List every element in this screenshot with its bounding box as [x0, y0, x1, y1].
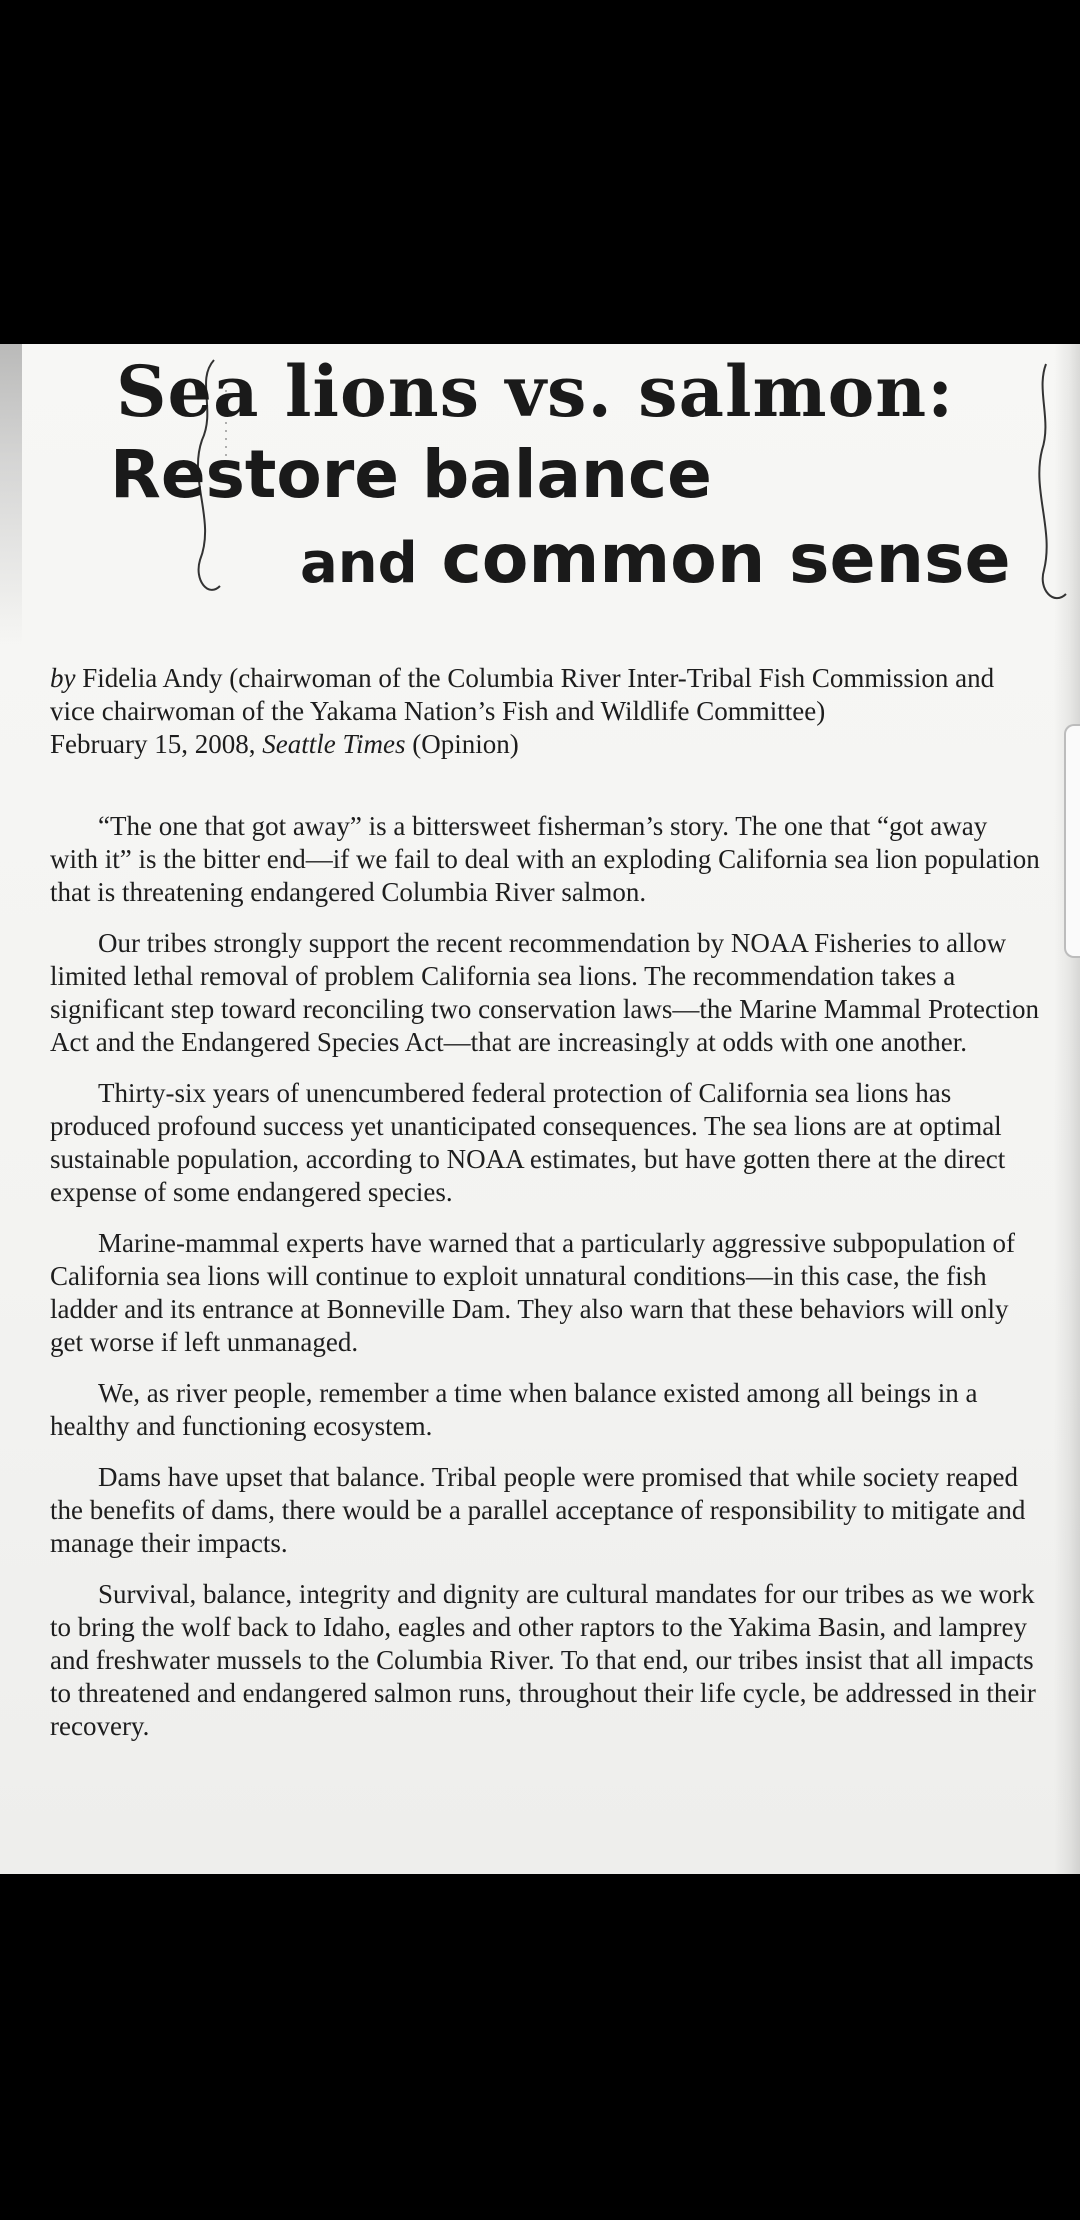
- paragraph: We, as river people, remember a time when balance existed among all beings in a healthy and functioning ecosystem.: [50, 1378, 978, 1441]
- byline-section: (Opinion): [412, 729, 519, 759]
- headline-line-2: Restore balance: [110, 436, 712, 513]
- headline-line-3: [300, 520, 1011, 599]
- headline-line-1: Sea lions vs. salmon:: [116, 350, 955, 433]
- page-binding-shadow: [0, 344, 22, 644]
- document-page: [0, 344, 1080, 1874]
- paragraph: Survival, balance, integrity and dignity are cultural mandates for our tribes as we work to bring the wolf back to Idaho, eagles and other raptors to the Yakima Basin, and lamprey and freshwater mussels to the Columbia River. To that end, our tribes insist that all impacts to threatened and endangered salmon runs, throughout their life cycle, be addressed in their recovery.: [50, 1579, 1036, 1741]
- paragraph: Thirty-six years of unencumbered federal protection of California sea lions has produced profound success yet unanticipated consequences. The sea lions are at optimal sustainable population, according to NOAA estimates, but have gotten there at the direct expense of some endangered species.: [50, 1078, 1006, 1207]
- byline-date: February 15, 2008,: [50, 729, 256, 759]
- byline-date-line: [50, 728, 1030, 761]
- paragraph: Dams have upset that balance. Tribal people were promised that while society reaped the benefits of dams, there would be a parallel acceptance of responsibility to mitigate and manage their impacts.: [50, 1462, 1026, 1558]
- byline-author-line: [50, 662, 1030, 728]
- byline-author: Fidelia Andy (chairwoman of the Columbia River Inter-Tribal Fish Commission and vice chairwoman of the Yakama Nation’s Fish and Wildlife Committee): [50, 663, 995, 726]
- byline: [50, 662, 1030, 761]
- headline-line-3-and: and: [300, 531, 418, 596]
- headline-line-3-rest: common sense: [441, 520, 1011, 599]
- byline-source: Seattle Times: [262, 729, 406, 759]
- paragraph: Our tribes strongly support the recent recommendation by NOAA Fisheries to allow limited lethal removal of problem California sea lions. The recommendation takes a significant step toward reconciling two conservation laws—the Marine Mammal Protection Act and the Endangered Species Act—that are increasingly at odds with one another.: [50, 928, 1039, 1057]
- paragraph: Marine-mammal experts have warned that a particularly aggressive subpopulation of California sea lions will continue to exploit unnatural conditions—in this case, the fish ladder and its entrance at Bonneville Dam. They also warn that these behaviors will only get worse if left unmanaged.: [50, 1228, 1015, 1357]
- bottom-black-bar: [0, 1874, 1080, 2220]
- paragraph: “The one that got away” is a bittersweet fisherman’s story. The one that “got away with it” is the bitter end—if we fail to deal with an exploding California sea lion population that is threatening endangered Columbia River salmon.: [50, 811, 1040, 907]
- byline-by: by: [50, 663, 76, 693]
- page-edge-shadow: [1054, 344, 1080, 1874]
- article-body: [50, 810, 1040, 1761]
- headline: [110, 350, 1011, 610]
- side-handle[interactable]: [1064, 724, 1080, 958]
- top-black-bar: [0, 0, 1080, 344]
